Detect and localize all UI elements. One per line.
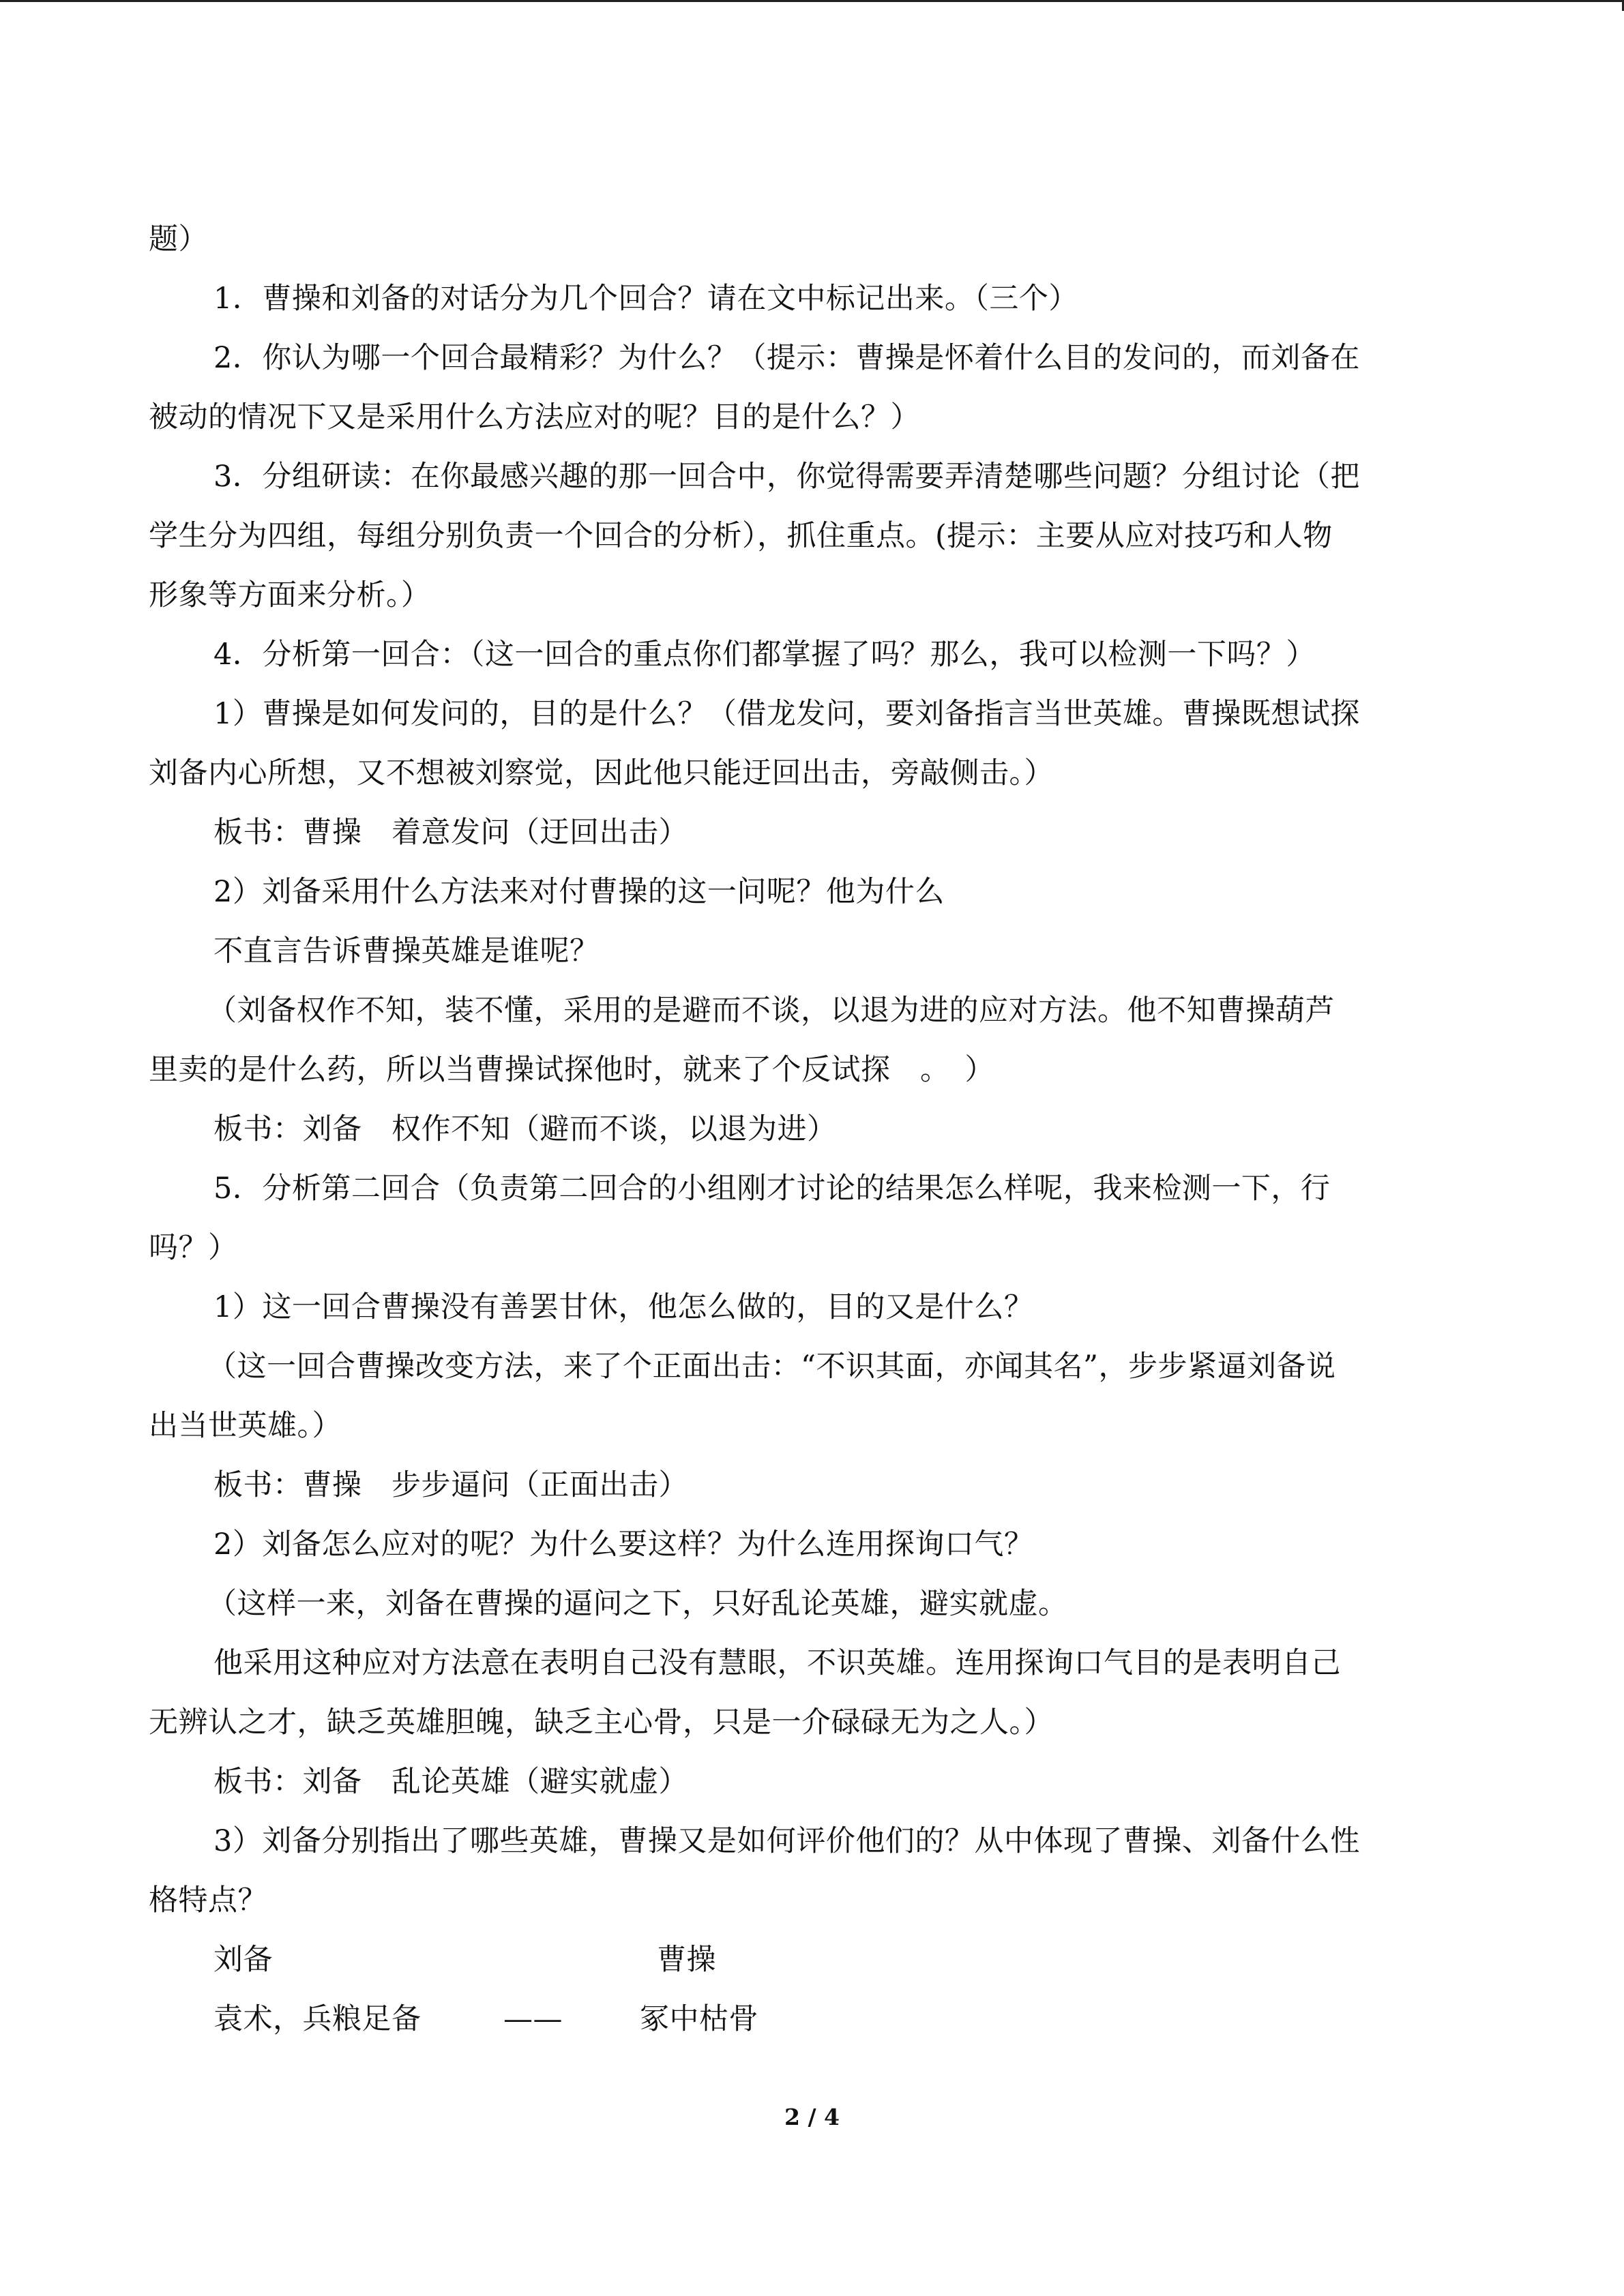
sub-question-5-1: 1）这一回合曹操没有善罢甘休，他怎么做的，目的又是什么？ bbox=[213, 1290, 1034, 1324]
row-right: 冢中枯骨 bbox=[640, 2002, 758, 2036]
document-body bbox=[149, 210, 1479, 2049]
answer-5-2: （这样一来，刘备在曹操的逼问之下，只好乱论英雄，避实就虚。 bbox=[207, 1587, 1068, 1621]
text-line: 题） bbox=[149, 222, 208, 256]
comparison-row bbox=[149, 1990, 1479, 2049]
question-5-cont: 吗？） bbox=[149, 1231, 238, 1265]
question-2: 2．你认为哪一个回合最精彩？为什么？（提示：曹操是怀着什么目的发问的，而刘备在 bbox=[213, 341, 1360, 375]
board-note-1: 板书：曹操 着意发问（迂回出击） bbox=[213, 816, 688, 850]
comparison-header bbox=[149, 1930, 1479, 1990]
question-3-cont: 学生分为四组，每组分别负责一个回合的分析），抓住重点。(提示：主要从应对技巧和人物 bbox=[149, 519, 1333, 553]
row-dash: —— bbox=[503, 2002, 563, 2036]
question-2-cont: 被动的情况下又是采用什么方法应对的呢？目的是什么？） bbox=[149, 400, 920, 434]
page-number: 2 / 4 bbox=[784, 2104, 840, 2130]
question-5: 5．分析第二回合（负责第二回合的小组刚才讨论的结果怎么样呢，我来检测一下，行 bbox=[213, 1172, 1331, 1206]
question-3: 3．分组研读：在你最感兴趣的那一回合中，你觉得需要弄清楚哪些问题？分组讨论（把 bbox=[213, 460, 1360, 494]
question-1: 1．曹操和刘备的对话分为几个回合？请在文中标记出来。（三个） bbox=[213, 282, 1078, 316]
answer-5-1: （这一回合曹操改变方法，来了个正面出击：“不识其面，亦闻其名”，步步紧逼刘备说 bbox=[207, 1350, 1336, 1384]
sub-question-1-cont: 刘备内心所想，又不想被刘察觉，因此他只能迂回出击，旁敲侧击。） bbox=[149, 756, 1054, 790]
board-note-2: 板书：刘备 权作不知（避而不谈，以退为进） bbox=[213, 1112, 837, 1146]
answer-5-2-cont-2: 无辨认之才，缺乏英雄胆魄，缺乏主心骨，只是一介碌碌无为之人。） bbox=[149, 1705, 1054, 1740]
board-note-4: 板书：刘备 乱论英雄（避实就虚） bbox=[213, 1765, 688, 1799]
sub-question-1: 1）曹操是如何发问的，目的是什么？（借龙发问，要刘备指言当世英雄。曹操既想试探 bbox=[213, 697, 1360, 731]
sub-question-5-2: 2）刘备怎么应对的呢？为什么要这样？为什么连用探询口气？ bbox=[213, 1527, 1034, 1562]
sub-question-5-3: 3）刘备分别指出了哪些英雄，曹操又是如何评价他们的？从中体现了曹操、刘备什么性 bbox=[213, 1824, 1360, 1858]
answer-2-cont: 里卖的是什么药，所以当曹操试探他时，就来了个反试探 。 ） bbox=[149, 1053, 994, 1087]
sub-question-2: 2）刘备采用什么方法来对付曹操的这一问呢？他为什么 bbox=[213, 875, 945, 909]
row-left: 袁术，兵粮足备 bbox=[213, 2002, 422, 2036]
question-4: 4．分析第一回合：（这一回合的重点你们都掌握了吗？那么，我可以检测一下吗？） bbox=[213, 638, 1316, 672]
page-top-border bbox=[0, 0, 1624, 2]
header-caocao: 曹操 bbox=[657, 1943, 716, 1977]
sub-question-2-cont: 不直言告诉曹操英雄是谁呢？ bbox=[213, 934, 600, 968]
question-3-cont-2: 形象等方面来分析。） bbox=[149, 578, 431, 612]
answer-5-2-cont: 他采用这种应对方法意在表明自己没有慧眼，不识英雄。连用探询口气目的是表明自己 bbox=[213, 1646, 1341, 1680]
board-note-3: 板书：曹操 步步逼问（正面出击） bbox=[213, 1468, 688, 1502]
answer-2: （刘备权作不知，装不懂，采用的是避而不谈，以退为进的应对方法。他不知曹操葫芦 bbox=[207, 994, 1335, 1028]
answer-5-1-cont: 出当世英雄。） bbox=[149, 1409, 342, 1443]
sub-question-5-3-cont: 格特点？ bbox=[149, 1883, 267, 1918]
header-liubei: 刘备 bbox=[213, 1943, 273, 1977]
